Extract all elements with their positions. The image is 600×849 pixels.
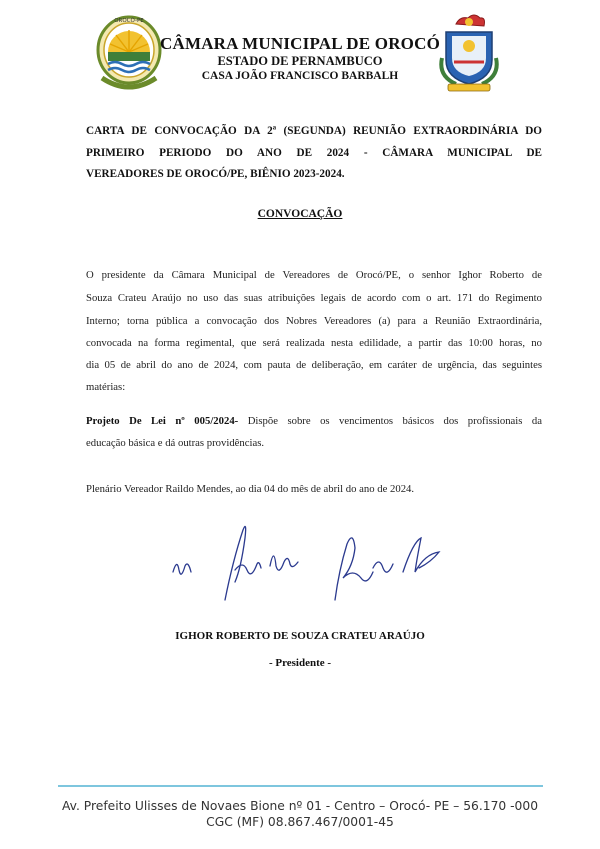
letter-title-line: CARTA DE CONVOCAÇÃO DA 2ª (SEGUNDA) REUNIÃO EXTRAORDINÁRIA DO — [86, 125, 542, 137]
body-line: Souza Crateu Araújo no uso das suas atribuições legais de acordo com o art. 171 do Regimento — [86, 292, 542, 304]
header-title: CÂMARA MUNICIPAL DE OROCÓ — [160, 34, 440, 53]
body-line: matérias: — [86, 381, 126, 393]
place-date: Plenário Vereador Raildo Mendes, ao dia 04 do mês de abril do ano de 2024. — [86, 483, 415, 495]
body-line: Interno; torna pública a convocação dos Nobres Vereadores (a) para a Reunião Extraordinária, — [86, 315, 542, 327]
president-role: - Presidente - — [268, 657, 332, 669]
body-line: dia 05 de abril do ano de 2024, com pauta de deliberação, em caráter de urgência, das seguintes — [86, 359, 542, 371]
project-line: educação básica e dá outras providências. — [86, 437, 265, 449]
header-state: ESTADO DE PERNAMBUCO — [217, 54, 383, 68]
body-line: O presidente da Câmara Municipal de Vereadores de Orocó/PE, o senhor Ighor Roberto de — [86, 269, 542, 281]
footer-cgc: CGC (MF) 08.867.467/0001-45 — [206, 815, 394, 829]
project-description: Dispõe sobre os vencimentos básicos dos profissionais da — [238, 415, 542, 427]
president-name: IGHOR ROBERTO DE SOUZA CRATEU ARAÚJO — [175, 630, 425, 642]
handwritten-signature — [165, 510, 465, 605]
header-house: CASA JOÃO FRANCISCO BARBALH — [201, 70, 399, 82]
footer-address: Av. Prefeito Ulisses de Novaes Bione nº 01 - Centro – Orocó- PE – 56.170 -000 — [61, 799, 539, 813]
project-line — [86, 415, 542, 427]
letter-title-line: VEREADORES DE OROCÓ/PE, BIÊNIO 2023-2024. — [86, 168, 345, 180]
convocation-heading: CONVOCAÇÃO — [257, 208, 343, 220]
body-line: convocada na forma regimental, que será realizada nesta edilidade, a partir das 10:00 horas, no — [86, 337, 542, 349]
footer-divider — [58, 785, 543, 787]
project-label: Projeto De Lei nº 005/2024- — [86, 415, 239, 427]
logo-left-text: OROCÓ-PE — [114, 18, 144, 24]
letter-title-line: PRIMEIRO PERIODO DO ANO DE 2024 - CÂMARA MUNICIPAL DE — [86, 147, 542, 159]
